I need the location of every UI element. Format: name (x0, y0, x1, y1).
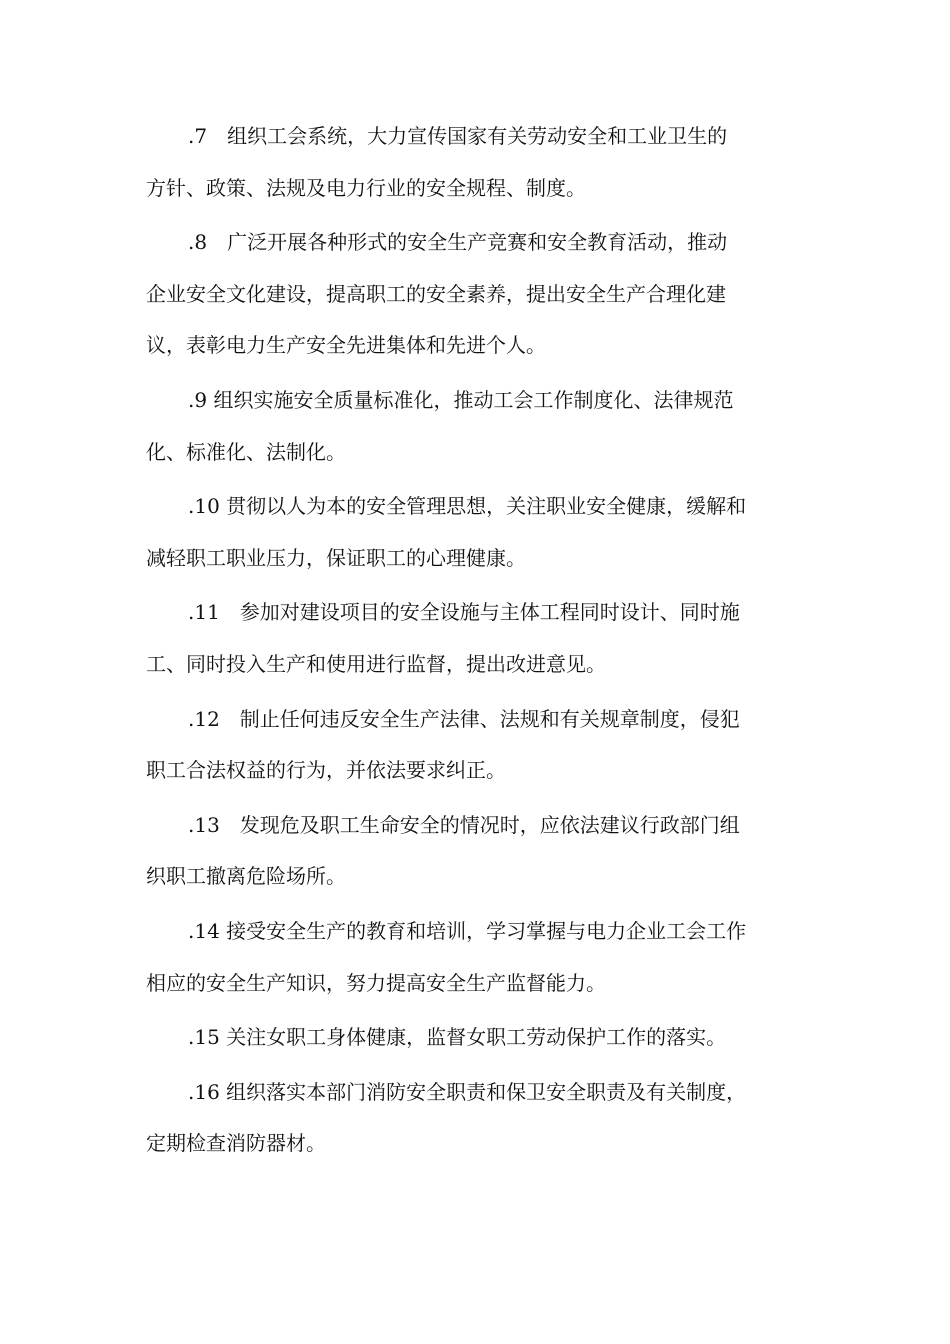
paragraph-line: 化、标准化、法制化。 (146, 439, 346, 464)
paragraph-15 (146, 1012, 806, 1064)
paragraph-line: .14 接受安全生产的教育和培训，学习掌握与电力企业工会工作 (188, 918, 747, 943)
paragraph-line: .8 广泛开展各种形式的安全生产竞赛和安全教育活动，推动 (188, 230, 728, 255)
paragraph-line: 相应的安全生产知识，努力提高安全生产监督能力。 (146, 970, 606, 995)
paragraph-11 (146, 587, 806, 690)
paragraph-16 (146, 1067, 806, 1170)
paragraph-line: 工、同时投入生产和使用进行监督，提出改进意见。 (146, 651, 606, 676)
paragraph-14 (146, 906, 806, 1009)
document-body (146, 111, 806, 1173)
paragraph-line: 定期检查消防器材。 (146, 1131, 326, 1156)
paragraph-12 (146, 694, 806, 797)
paragraph-line: 织职工撤离危险场所。 (146, 864, 346, 889)
paragraph-line: .11 参加对建设项目的安全设施与主体工程同时设计、同时施 (188, 600, 740, 625)
paragraph-7 (146, 111, 806, 214)
paragraph-line: 方针、政策、法规及电力行业的安全规程、制度。 (146, 175, 586, 200)
paragraph-line: 减轻职工职业压力，保证职工的心理健康。 (146, 545, 526, 570)
paragraph-line: .16 组织落实本部门消防安全职责和保卫安全职责及有关制度， (188, 1079, 747, 1104)
paragraph-line: 议，表彰电力生产安全先进集体和先进个人。 (146, 333, 546, 358)
paragraph-line: .13 发现危及职工生命安全的情况时，应依法建议行政部门组 (188, 812, 740, 837)
paragraph-8 (146, 217, 806, 372)
paragraph-line: .15 关注女职工身体健康，监督女职工劳动保护工作的落实。 (188, 1025, 727, 1050)
paragraph-10 (146, 481, 806, 584)
paragraph-line: .9 组织实施安全质量标准化，推动工会工作制度化、法律规范 (188, 387, 734, 412)
paragraph-line: 企业安全文化建设，提高职工的安全素养，提出安全生产合理化建 (146, 281, 726, 306)
paragraph-line: .12 制止任何违反安全生产法律、法规和有关规章制度，侵犯 (188, 706, 740, 731)
paragraph-line: 职工合法权益的行为，并依法要求纠正。 (146, 758, 506, 783)
paragraph-line: .7 组织工会系统，大力宣传国家有关劳动安全和工业卫生的 (188, 124, 728, 148)
paragraph-line: .10 贯彻以人为本的安全管理思想，关注职业安全健康，缓解和 (188, 494, 747, 519)
paragraph-9 (146, 375, 806, 478)
paragraph-13 (146, 800, 806, 903)
